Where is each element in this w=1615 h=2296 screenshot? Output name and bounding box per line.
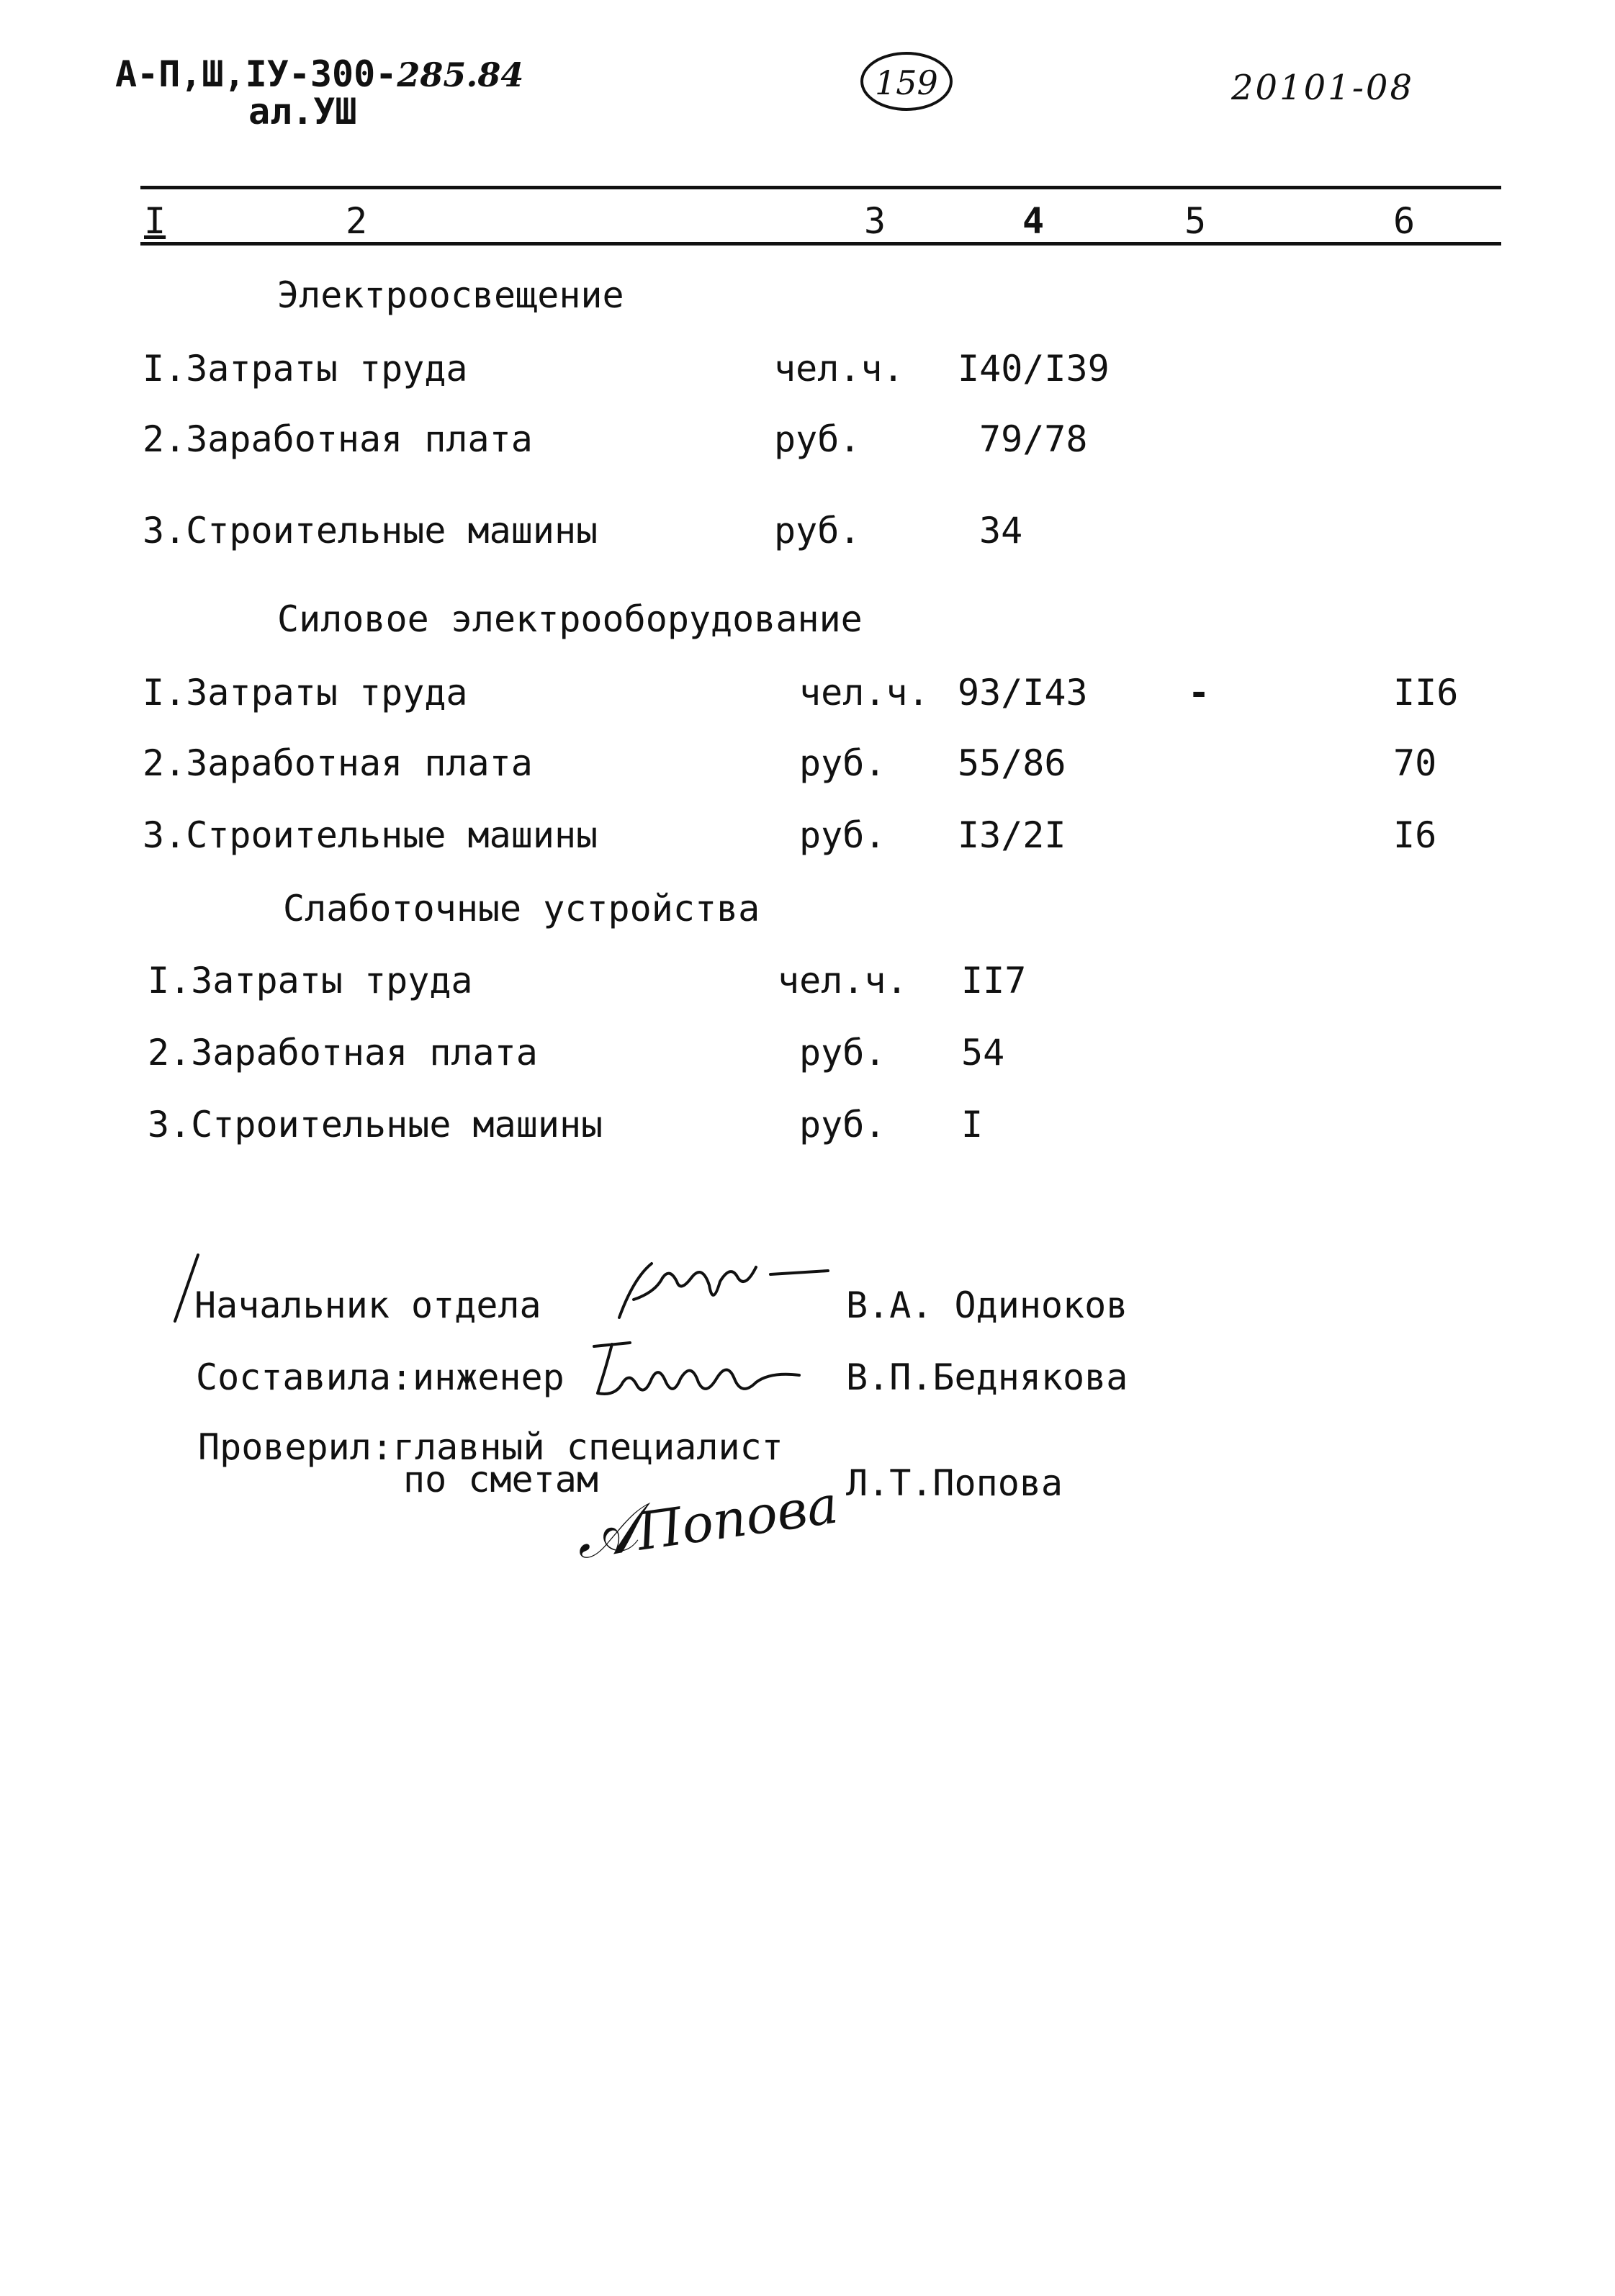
row-label: 2.Заработная плата	[148, 1032, 538, 1073]
section-title-low-current: Слаботочные устройства	[283, 888, 760, 929]
row-label: I.Затраты труда	[143, 348, 468, 390]
document-code-handwritten: 285.84	[397, 55, 524, 94]
row-value-col4: 55/86	[958, 742, 1066, 784]
row-label: 3.Строительные машины	[143, 510, 598, 552]
head-name: В.А. Одиноков	[846, 1284, 1128, 1326]
table-header-rule	[140, 242, 1501, 246]
row-value-col4: 34	[979, 510, 1023, 552]
row-unit: чел.ч.	[778, 960, 908, 1001]
row-value-col4: II7	[961, 960, 1027, 1001]
row-value-col5: -	[1188, 672, 1210, 713]
document-code-text: А-П,Ш,IУ-300-	[115, 53, 397, 95]
row-label: I.Затраты труда	[148, 960, 473, 1001]
column-header-6: 6	[1393, 200, 1416, 242]
column-header-5: 5	[1184, 200, 1207, 242]
row-value-col6: 70	[1393, 742, 1437, 784]
row-label: 2.Заработная плата	[143, 418, 533, 460]
document-number: 20101-08	[1231, 68, 1414, 108]
column-header-1: I	[144, 200, 166, 242]
head-role: Начальник отдела	[194, 1284, 541, 1326]
column-header-4: 4	[1022, 200, 1045, 242]
row-value-col6: I6	[1393, 814, 1437, 856]
document-code	[115, 53, 524, 95]
compiled-role: Составила:инженер	[196, 1356, 564, 1398]
row-unit: руб.	[774, 418, 861, 460]
checked-signature-text: Попова	[633, 1474, 842, 1562]
checked-role-line2: по сметам	[403, 1459, 598, 1500]
checked-signature-initial: 𝒜	[570, 1490, 642, 1575]
compiled-signature	[583, 1328, 828, 1408]
row-value-col4: I	[961, 1104, 984, 1145]
row-unit: руб.	[799, 814, 886, 856]
row-unit: руб.	[799, 1032, 886, 1073]
row-value-col4: I40/I39	[958, 348, 1110, 390]
column-header-2: 2	[346, 200, 368, 242]
section-title-lighting: Электроосвещение	[277, 274, 624, 316]
row-unit: руб.	[799, 1104, 886, 1145]
row-value-col4: 79/78	[979, 418, 1088, 460]
row-value-col6: II6	[1393, 672, 1459, 713]
row-unit: чел.ч.	[774, 348, 904, 390]
checked-signature	[570, 1469, 842, 1575]
compiled-name: В.П.Беднякова	[846, 1356, 1128, 1398]
row-label: I.Затраты труда	[143, 672, 468, 713]
head-signature	[612, 1249, 842, 1328]
row-value-col4: I3/2I	[958, 814, 1066, 856]
row-label: 3.Строительные машины	[143, 814, 598, 856]
table-top-rule	[140, 186, 1501, 189]
row-label: 2.Заработная плата	[143, 742, 533, 784]
column-header-3: 3	[864, 200, 886, 242]
row-unit: руб.	[799, 742, 886, 784]
checked-role-line1: Проверил:главный специалист	[198, 1426, 783, 1468]
row-label: 3.Строительные машины	[148, 1104, 603, 1145]
page-number: 159	[875, 63, 938, 102]
row-value-col4: 93/I43	[958, 672, 1088, 713]
row-unit: руб.	[774, 510, 861, 552]
checked-name: Л.Т.Попова	[846, 1462, 1063, 1504]
row-value-col4: 54	[961, 1032, 1005, 1073]
row-unit: чел.ч.	[799, 672, 930, 713]
section-title-power: Силовое электрооборудование	[277, 598, 863, 640]
document-code-line2: ал.УШ	[248, 91, 357, 132]
